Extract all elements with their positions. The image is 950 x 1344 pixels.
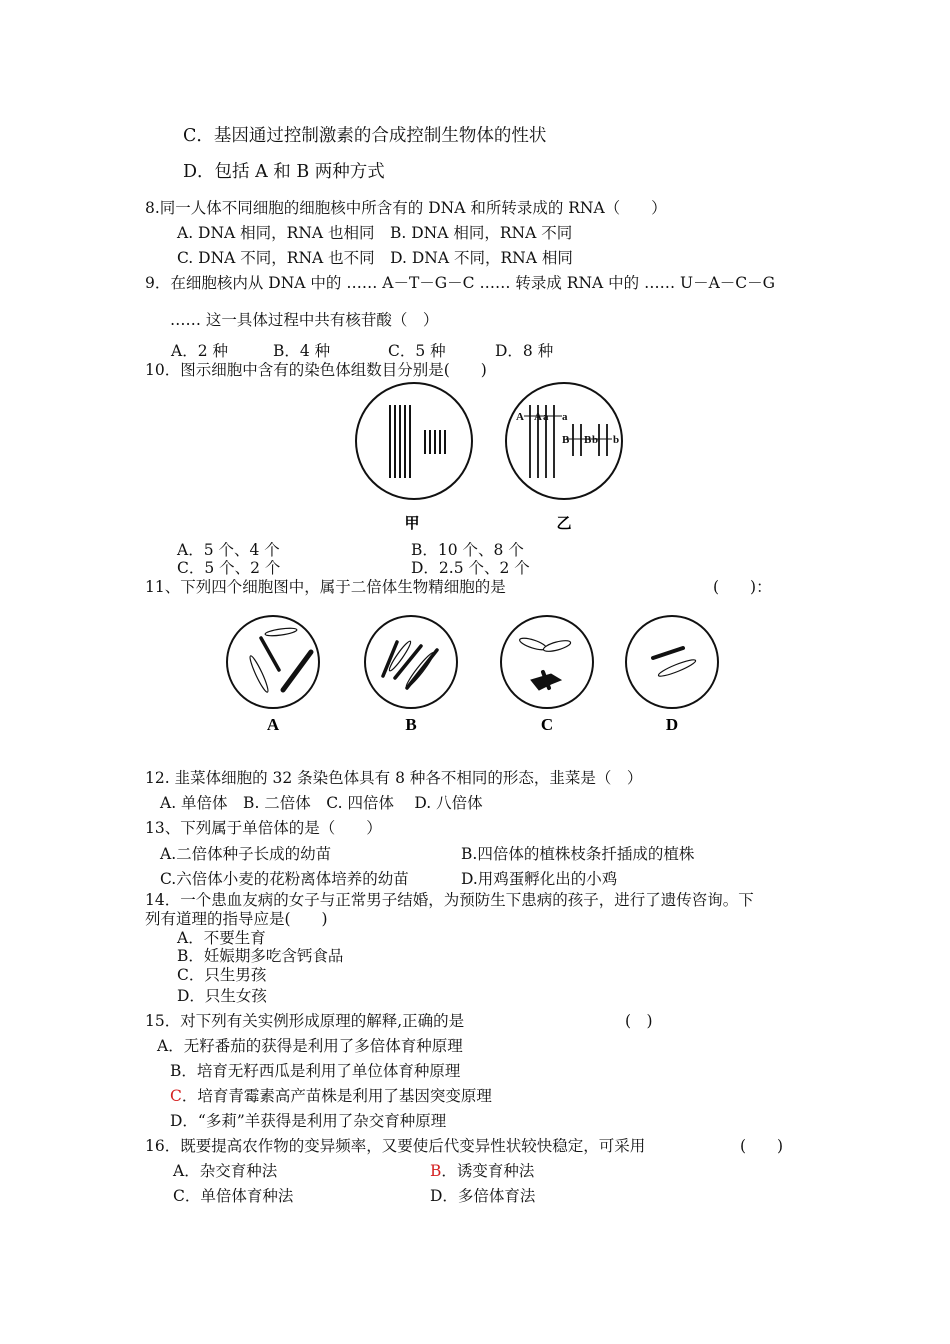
q10-option-b: B．10 个、8 个: [411, 541, 524, 559]
cell-b-label: B: [405, 715, 417, 734]
cell-jia-label: 甲: [404, 516, 420, 532]
q8-options-ab: A. DNA 相同，RNA 也相同 B. DNA 相同，RNA 不同: [177, 224, 573, 242]
q15-answer-paren: ( ): [625, 1012, 653, 1030]
q16-option-a: A．杂交育种法: [173, 1162, 278, 1180]
cell-d-outline: [626, 616, 718, 708]
q15-option-c-letter: C: [170, 1087, 182, 1105]
q13-option-a: A.二倍体种子长成的幼苗: [160, 845, 332, 863]
cell-c-chromosomes: [518, 636, 571, 690]
cell-a-label: A: [266, 715, 280, 734]
q10-stem: 10．图示细胞中含有的染色体组数目分别是( ): [145, 361, 487, 379]
q13-option-d: D.用鸡蛋孵化出的小鸡: [461, 870, 618, 888]
q15-option-c: [170, 1086, 492, 1106]
q14-option-a: A．不要生育: [177, 929, 266, 947]
q14-option-d: D．只生女孩: [177, 987, 267, 1005]
q16-option-b: [430, 1161, 534, 1181]
q9-option-d: D．8 种: [495, 342, 554, 360]
q7-option-c: C．基因通过控制激素的合成控制生物体的性状: [183, 126, 547, 146]
gene-B-2: B: [584, 434, 592, 446]
q14-option-c: C．只生男孩: [177, 966, 267, 984]
q8-stem: 8.同一人体不同细胞的细胞核中所含有的 DNA 和所转录成的 RNA（ ）: [145, 199, 667, 217]
q8-options-cd: C. DNA 不同，RNA 也不同 D. DNA 不同，RNA 相同: [177, 249, 573, 267]
q10-figure: [340, 378, 640, 536]
q16-option-d: D．多倍体育法: [430, 1187, 536, 1205]
q11-answer-paren: ( )：: [713, 578, 772, 596]
q9-option-c: C．5 种: [388, 342, 446, 360]
q14-stem: 14．一个患血友病的女子与正常男子结婚，为预防生下患病的孩子，进行了遗传咨询。下: [145, 891, 754, 909]
q16-option-b-letter: B: [430, 1162, 442, 1180]
q15-option-b: B．培育无籽西瓜是利用了单位体育种原理: [170, 1062, 461, 1080]
q10-option-d: D．2.5 个、2 个: [411, 559, 530, 577]
q9-option-b: B．4 种: [273, 342, 331, 360]
q14-option-b: B．妊娠期多吃含钙食品: [177, 947, 344, 965]
q9-option-a: A．2 种: [171, 342, 228, 360]
q16-option-c: C．单倍体育种法: [173, 1187, 294, 1205]
q10-option-c: C．5 个、2 个: [177, 559, 281, 577]
q10-option-a: A．5 个、4 个: [177, 541, 280, 559]
q9-stem: 9．在细胞核内从 DNA 中的 …… A－T－G－C …… 转录成 RNA 中的 …… U－A－C－G: [145, 274, 776, 292]
q15-option-a: A．无籽番茄的获得是利用了多倍体育种原理: [157, 1037, 463, 1055]
cell-c-label: C: [540, 715, 554, 734]
q12-stem: 12. 韭菜体细胞的 32 条染色体具有 8 种各不相同的形态，韭菜是（ ）: [145, 769, 643, 787]
q16-stem: 16．既要提高农作物的变异频率，又要使后代变异性状较快稳定，可采用: [145, 1137, 646, 1155]
cell-d-chromosomes: [653, 648, 697, 679]
q16-option-b-text: ．诱变育种法: [441, 1162, 535, 1180]
q12-options: A. 单倍体 B. 二倍体 C. 四倍体 D. 八倍体: [160, 794, 483, 812]
cell-jia-outline: [356, 383, 472, 499]
cell-jia-chromosomes: [390, 405, 445, 478]
cell-d-label: D: [665, 715, 679, 734]
gene-B-1: B: [562, 434, 570, 446]
q7-option-d: D．包括 A 和 B 两种方式: [183, 162, 385, 182]
q13-option-c: C.六倍体小麦的花粉离体培养的幼苗: [160, 870, 409, 888]
gene-A-1: A: [516, 411, 524, 423]
q13-option-b: B.四倍体的植株枝条扦插成的植株: [461, 845, 695, 863]
q9-stem-cont: …… 这一具体过程中共有核苷酸（ ）: [170, 311, 439, 329]
q15-option-c-text: ．培育青霉素高产苗株是利用了基因突变原理: [181, 1087, 492, 1105]
q15-stem: 15．对下列有关实例形成原理的解释,正确的是: [145, 1012, 465, 1030]
cell-b-chromosomes: [383, 640, 437, 690]
gene-b-1: b: [592, 434, 599, 446]
gene-A-2: A: [534, 411, 542, 423]
q14-stem-cont: 列有道理的指导应是( ): [145, 910, 328, 928]
cell-c-outline: [501, 616, 593, 708]
cell-yi-label: 乙: [556, 516, 572, 532]
q16-answer-paren: ( ): [740, 1137, 784, 1155]
q15-option-d: D．“多莉”羊获得是利用了杂交育种原理: [170, 1112, 447, 1130]
gene-a-2: a: [562, 411, 568, 423]
cell-b-outline: [365, 616, 457, 708]
cell-a-chromosomes: [248, 627, 311, 694]
q11-figure: [225, 608, 730, 738]
q13-stem: 13、下列属于单倍体的是（ ）: [145, 819, 382, 837]
q11-stem: 11、下列四个细胞图中，属于二倍体生物精细胞的是: [145, 578, 506, 596]
gene-b-2: b: [613, 434, 620, 446]
gene-a-1: a: [543, 411, 549, 423]
